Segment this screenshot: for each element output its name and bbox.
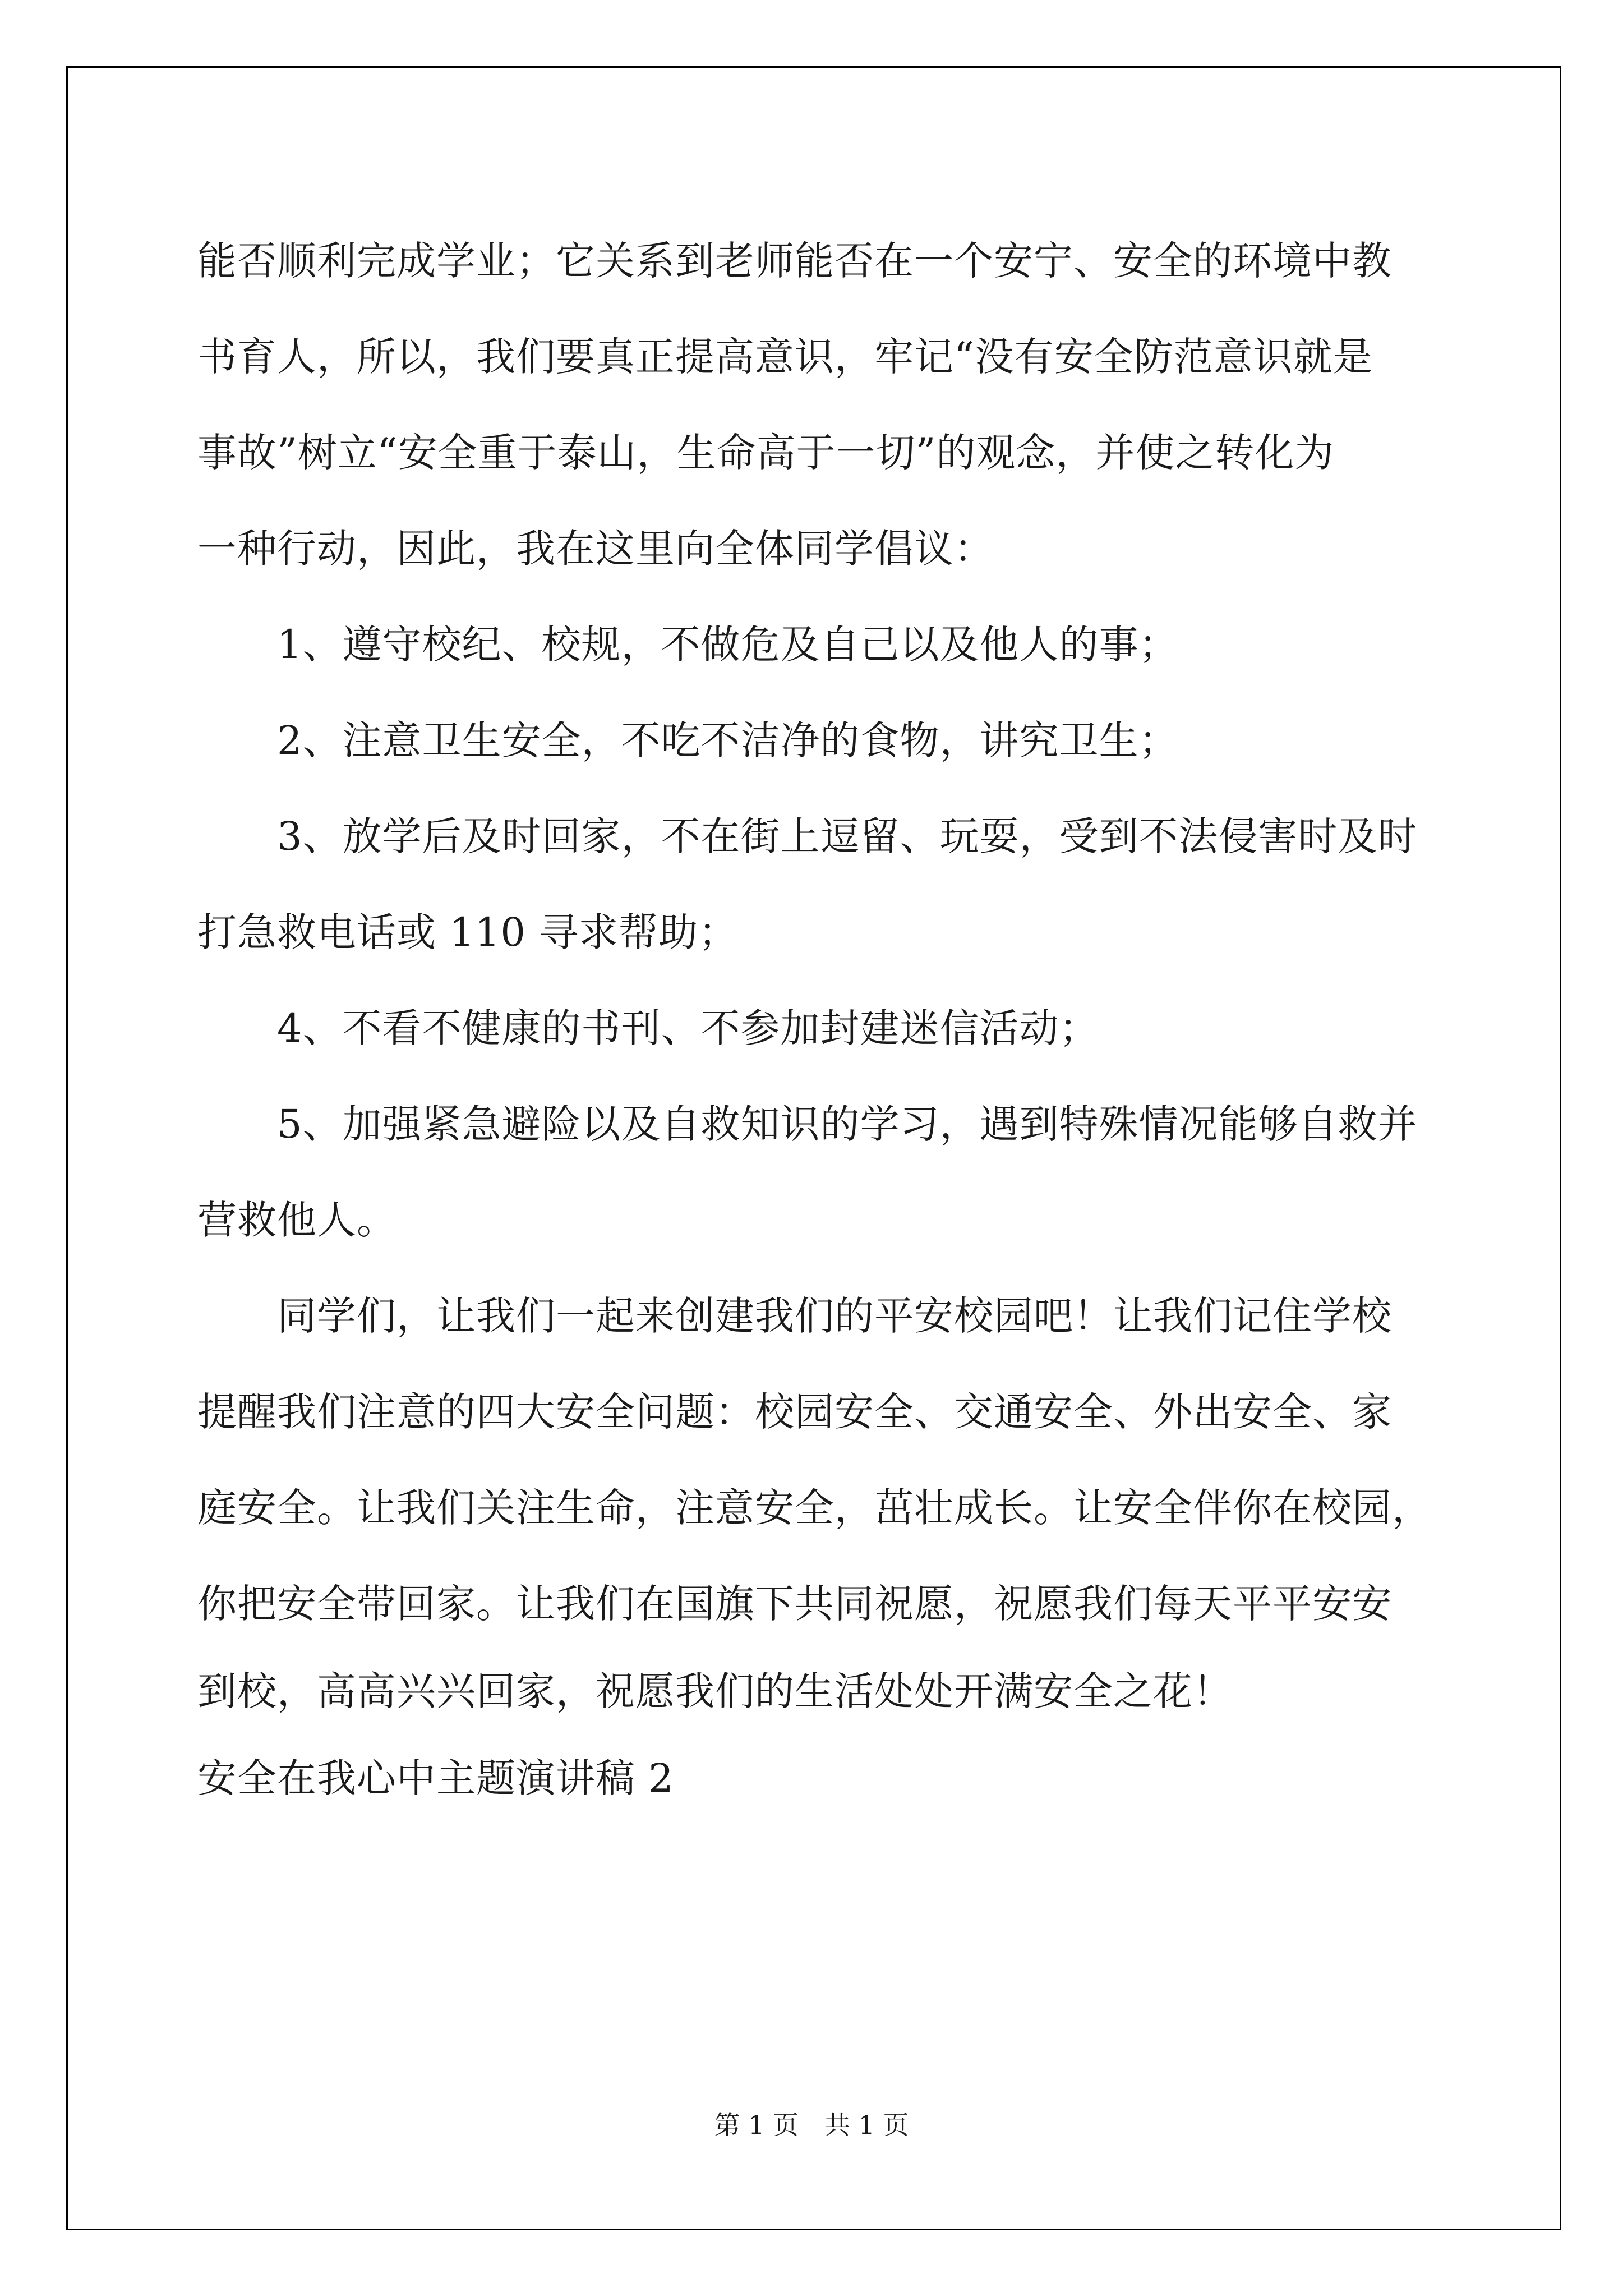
list-item-3: 3、放学后及时回家，不在街上逗留、玩耍，受到不法侵害时及时: [277, 813, 1418, 859]
list-item-2: 2、注意卫生安全，不吃不洁净的食物，讲究卫生；: [277, 717, 1179, 763]
list-item-4: 4、不看不健康的书刊、不参加封建迷信活动；: [277, 1005, 1099, 1051]
page-number-footer: 第 1 页 共 1 页: [714, 2110, 909, 2140]
text-line: 营救他人。: [197, 1197, 396, 1243]
text-line: 一种行动，因此，我在这里向全体同学倡议：: [197, 526, 994, 572]
text-line: 庭安全。让我们关注生命，注意安全，茁壮成长。让安全伴你在校园，: [197, 1485, 1432, 1531]
document-body: [197, 213, 1432, 1826]
text-line: 书育人，所以，我们要真正提高意识，牢记“没有安全防范意识就是: [197, 334, 1373, 380]
section-heading: 安全在我心中主题演讲稿 2: [197, 1755, 674, 1801]
list-item-1: 1、遵守校纪、校规，不做危及自己以及他人的事；: [277, 622, 1179, 668]
text-line: 到校，高高兴兴回家，祝愿我们的生活处处开满安全之花！: [197, 1668, 1233, 1714]
text-line: 你把安全带回家。让我们在国旗下共同祝愿，祝愿我们每天平平安安: [197, 1581, 1392, 1627]
text-line: 能否顺利完成学业；它关系到老师能否在一个安宁、安全的环境中教: [197, 238, 1392, 284]
text-line: 事故”树立“安全重于泰山，生命高于一切”的观念，并使之转化为: [197, 430, 1335, 476]
paragraph-start: 同学们，让我们一起来创建我们的平安校园吧！让我们记住学校: [277, 1293, 1392, 1339]
list-item-5: 5、加强紧急避险以及自救知识的学习，遇到特殊情况能够自救并: [277, 1101, 1418, 1147]
text-line: 打急救电话或 110 寻求帮助；: [197, 909, 739, 955]
text-line: 提醒我们注意的四大安全问题：校园安全、交通安全、外出安全、家: [197, 1389, 1392, 1435]
